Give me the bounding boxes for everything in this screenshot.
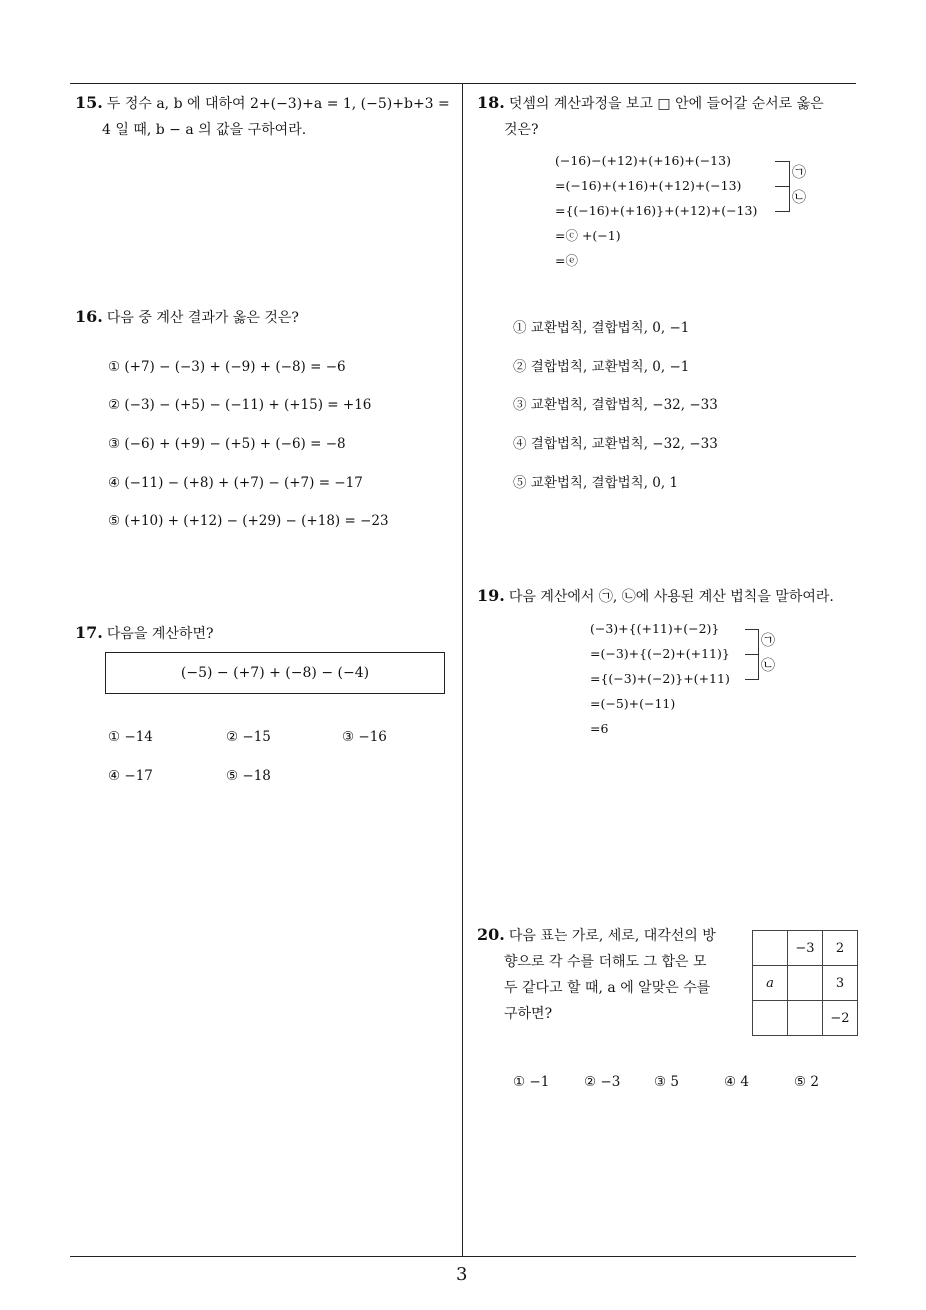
question-text: 다음 중 계산 결과가 옳은 것은? [106,310,299,326]
expression-box [105,652,445,694]
question-number: 19. [477,586,505,605]
top-rule [70,83,856,84]
expression: (−5) − (+7) + (−8) − (−4) [180,665,370,681]
option-5[interactable]: ⑤ −18 [226,768,271,784]
mark-b: ㉡ [792,190,806,206]
grid-cell: −3 [788,931,823,966]
question-number: 20. [477,925,505,944]
column-divider [462,83,463,1256]
grid-cell: a [753,966,788,1001]
bracket-a [745,629,759,655]
question-text: 다음 계산에서 ㉠, ㉡에 사용된 계산 법칙을 말하여라. [508,589,834,605]
step-5: =ⓔ [555,253,578,268]
step-4: =(−5)+(−11) [590,696,676,711]
grid-cell [753,1001,788,1036]
option-4[interactable]: ④ 4 [724,1074,749,1090]
option-4[interactable]: ④ (−11) − (+8) + (+7) − (+7) = −17 [108,475,363,491]
question-text-line4: 구하면? [504,1006,553,1022]
question-text-line3: 두 같다고 할 때, a 에 알맞은 수를 [504,980,711,996]
question-20 [477,922,737,1027]
option-5[interactable]: ⑤ 교환법칙, 결합법칙, 0, 1 [513,475,679,491]
mark-b: ㉡ [761,658,775,674]
step-2: =(−3)+{(−2)+(+11)} [590,646,730,661]
question-17 [75,620,460,647]
option-4[interactable]: ④ −17 [108,768,153,784]
grid-cell [788,966,823,1001]
option-2[interactable]: ② (−3) − (+5) − (−11) + (+15) = +16 [108,397,372,413]
step-1: (−16)−(+12)+(+16)+(−13) [555,153,731,168]
option-3[interactable]: ③ 5 [654,1074,679,1090]
magic-square-grid [752,930,858,1036]
option-4[interactable]: ④ 결합법칙, 교환법칙, −32, −33 [513,436,718,452]
mark-a: ㉠ [761,633,775,649]
bracket-b [775,186,790,212]
question-number: 17. [75,623,103,642]
option-1[interactable]: ① −14 [108,729,153,745]
question-18 [477,90,862,143]
option-1[interactable]: ① −1 [513,1074,550,1090]
option-1[interactable]: ① (+7) − (−3) + (−9) + (−8) = −6 [108,359,346,375]
question-number: 18. [477,93,505,112]
question-text-line1: 두 정수 a, b 에 대하여 2+(−3)+a = 1, (−5)+b+3 = [106,96,450,112]
bottom-rule [70,1256,856,1257]
option-3[interactable]: ③ (−6) + (+9) − (+5) + (−6) = −8 [108,436,346,452]
option-5[interactable]: ⑤ (+10) + (+12) − (+29) − (+18) = −23 [108,513,389,529]
option-2[interactable]: ② 결합법칙, 교환법칙, 0, −1 [513,359,690,375]
option-5[interactable]: ⑤ 2 [794,1074,819,1090]
question-text-line2: 향으로 각 수를 더해도 그 합은 모 [504,954,707,970]
question-text-line1: 다음 표는 가로, 세로, 대각선의 방 [508,928,716,944]
step-3: ={(−3)+(−2)}+(+11) [590,671,730,686]
question-16 [75,304,460,331]
bracket-b [745,654,759,680]
grid-cell [788,1001,823,1036]
question-text-line1: 덧셈의 계산과정을 보고 □ 안에 들어갈 순서로 옳은 [508,96,824,112]
question-15 [75,90,460,143]
step-4: =ⓒ +(−1) [555,228,621,243]
step-1: (−3)+{(+11)+(−2)} [590,621,720,636]
step-3: ={(−16)+(+16)}+(+12)+(−13) [555,203,758,218]
grid-cell [753,931,788,966]
grid-cell: −2 [823,1001,858,1036]
question-19 [477,583,867,610]
page-number: 3 [456,1264,468,1285]
bracket-a [775,161,790,187]
grid-cell: 2 [823,931,858,966]
question-text: 다음을 계산하면? [106,626,214,642]
calculation-steps [590,616,730,741]
calculation-steps [555,148,757,273]
grid-cell: 3 [823,966,858,1001]
step-5: =6 [590,721,609,736]
option-2[interactable]: ② −3 [584,1074,621,1090]
question-text-line2: 4 일 때, b − a 의 값을 구하여라. [102,122,307,138]
question-text-line2: 것은? [504,122,539,138]
question-number: 15. [75,93,103,112]
option-3[interactable]: ③ −16 [342,729,387,745]
option-3[interactable]: ③ 교환법칙, 결합법칙, −32, −33 [513,397,718,413]
mark-a: ㉠ [792,165,806,181]
step-2: =(−16)+(+16)+(+12)+(−13) [555,178,742,193]
option-1[interactable]: ① 교환법칙, 결합법칙, 0, −1 [513,320,690,336]
question-number: 16. [75,307,103,326]
option-2[interactable]: ② −15 [226,729,271,745]
